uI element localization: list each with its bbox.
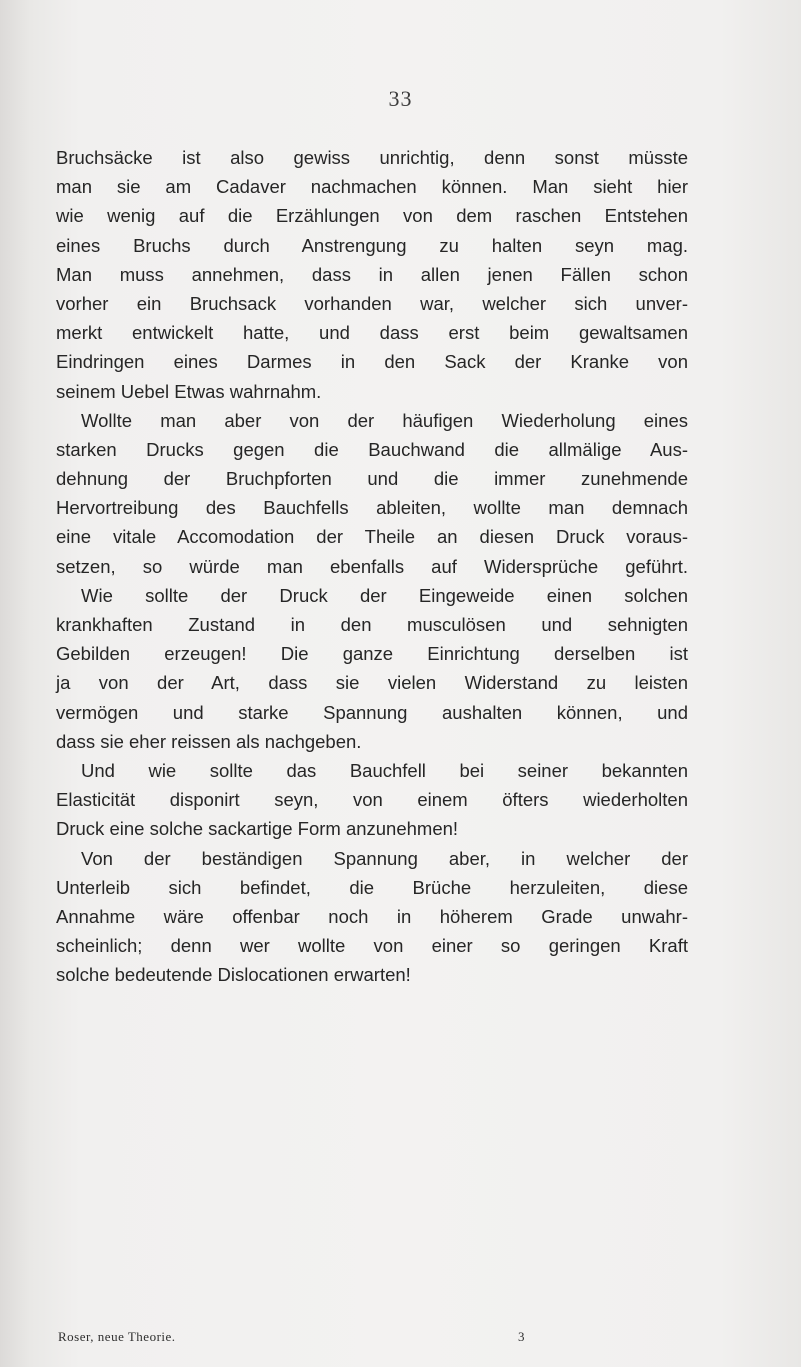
text-line: starken Drucks gegen die Bauchwand die allmälige Aus- [56,438,688,460]
text-line: Bruchsäcke ist also gewiss unrichtig, denn sonst müsste [56,147,688,168]
text-line: merkt entwickelt hatte, und dass erst beim gewaltsamen [56,322,688,344]
text-line: Hervortreibung des Bauchfells ableiten, wollte man demnach [56,497,688,519]
page-number: 33 [388,86,413,111]
text-line: Annahme wäre offenbar noch in höherem Grade unwahr- [56,905,688,927]
text-line: ja von der Art, dass sie vielen Widerstand zu leisten [56,672,688,694]
text-line: krankhaften Zustand in den musculösen und sehnigten [56,614,688,635]
text-line: Elasticität disponirt seyn, von einem öfters wiederholten [56,789,688,811]
text-line: seinem Uebel Etwas wahrnahm. [56,380,322,402]
text-line: dehnung der Bruchpforten und die immer zunehmende [56,468,688,490]
text-line: vorher ein Bruchsack vorhanden war, welcher sich unver- [56,292,688,314]
text-line: Man muss annehmen, dass in allen jenen Fällen schon [56,263,688,285]
text-line: scheinlich; denn wer wollte von einer so geringen Kraft [56,935,688,957]
text-line: Gebilden erzeugen! Die ganze Einrichtung derselben ist [56,643,688,665]
text-line: Wie sollte der Druck der Eingeweide einen solchen [81,584,688,606]
body-text [56,143,688,989]
text-line: man sie am Cadaver nachmachen können. Man sieht hier [56,176,688,198]
text-line: eine vitale Accomodation der Theile an diesen Druck voraus- [56,526,688,548]
text-line: setzen, so würde man ebenfalls auf Widersprüche geführt. [56,555,688,577]
text-line: Unterleib sich befindet, die Brüche herzuleiten, diese [56,876,688,898]
text-line: wie wenig auf die Erzählungen von dem raschen Entstehen [56,205,688,227]
text-line: vermögen und starke Spannung aushalten können, und [56,701,688,723]
text-line: Wollte man aber von der häufigen Wiederholung eines [81,409,688,431]
text-line: dass sie eher reissen als nachgeben. [56,730,362,752]
text-line: Eindringen eines Darmes in den Sack der Kranke von [56,351,688,373]
text-line: solche bedeutende Dislocationen erwarten! [56,964,411,986]
signature-mark: 3 [518,1329,525,1344]
text-line: eines Bruchs durch Anstrengung zu halten seyn mag. [56,234,688,256]
text-line: Und wie sollte das Bauchfell bei seiner bekannten [81,759,688,781]
text-line: Druck eine solche sackartige Form anzunehmen! [56,818,459,840]
text-line: Von der beständigen Spannung aber, in welcher der [81,847,688,869]
running-footer-title: Roser, neue Theorie. [58,1329,176,1344]
